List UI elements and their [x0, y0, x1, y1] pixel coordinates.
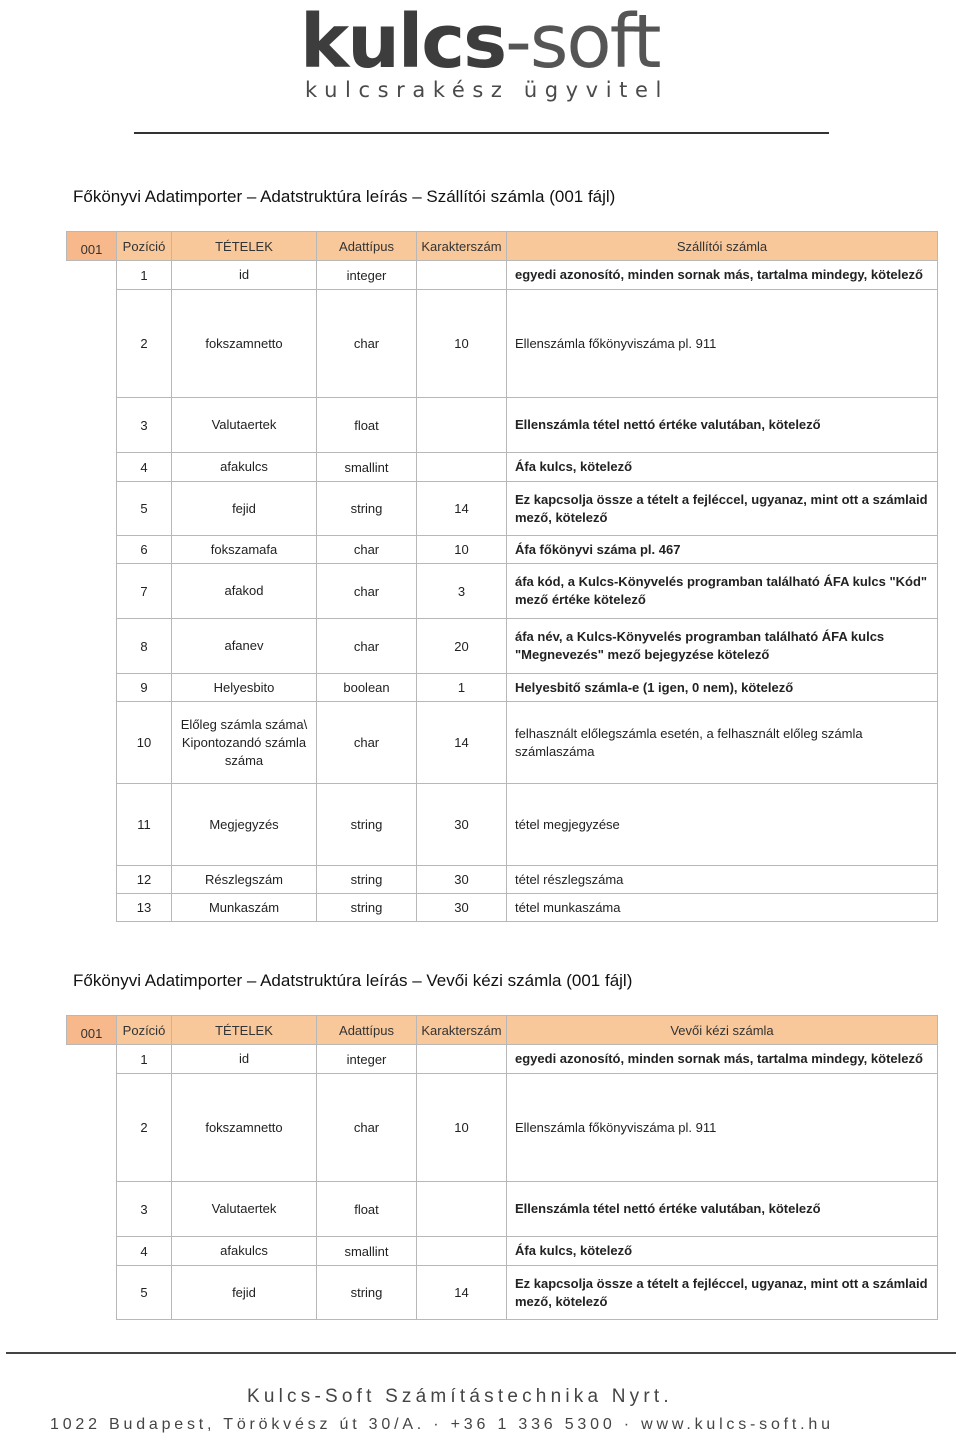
row-spacer — [67, 674, 117, 702]
description-cell: Ellenszámla tétel nettó értéke valutában, kötelező — [507, 398, 938, 453]
row-spacer — [67, 1074, 117, 1182]
item-name-cell: afakulcs — [172, 1237, 317, 1266]
table-row — [67, 784, 938, 866]
table-row — [67, 398, 938, 453]
row-spacer — [67, 1266, 117, 1320]
position-cell: 2 — [117, 1074, 172, 1182]
row-spacer — [67, 1237, 117, 1266]
item-name-cell: fejid — [172, 1266, 317, 1320]
table-row — [67, 1045, 938, 1074]
length-cell: 10 — [417, 290, 507, 398]
col-header-length: Karakterszám — [417, 1016, 507, 1045]
description-cell: egyedi azonosító, minden sornak más, tartalma mindegy, kötelező — [507, 1045, 938, 1074]
position-cell: 4 — [117, 1237, 172, 1266]
table-row — [67, 564, 938, 619]
datatype-cell: float — [317, 1182, 417, 1237]
position-cell: 1 — [117, 261, 172, 290]
table-row — [67, 1237, 938, 1266]
length-cell — [417, 453, 507, 482]
table-row — [67, 866, 938, 894]
footer-address: 1022 Budapest, Törökvész út 30/A. · +36 1 336 5300 · www.kulcs-soft.hu — [50, 1416, 834, 1433]
length-cell: 1 — [417, 674, 507, 702]
table-row — [67, 702, 938, 784]
row-spacer — [67, 1045, 117, 1074]
position-cell: 2 — [117, 290, 172, 398]
table-row — [67, 1266, 938, 1320]
length-cell — [417, 261, 507, 290]
length-cell: 3 — [417, 564, 507, 619]
col-header-description: Szállítói számla — [507, 232, 938, 261]
position-cell: 10 — [117, 702, 172, 784]
item-name-cell: Valutaertek — [172, 398, 317, 453]
datatype-cell: char — [317, 290, 417, 398]
item-name-cell: id — [172, 261, 317, 290]
length-cell: 14 — [417, 1266, 507, 1320]
col-header-length: Karakterszám — [417, 232, 507, 261]
row-spacer — [67, 290, 117, 398]
row-spacer — [67, 453, 117, 482]
row-spacer — [67, 619, 117, 674]
datatype-cell: smallint — [317, 453, 417, 482]
datatype-cell: integer — [317, 1045, 417, 1074]
col-header-position: Pozíció — [117, 1016, 172, 1045]
length-cell: 30 — [417, 784, 507, 866]
item-name-cell: Részlegszám — [172, 866, 317, 894]
description-cell: egyedi azonosító, minden sornak más, tartalma mindegy, kötelező — [507, 261, 938, 290]
file-code-cell: 001 — [67, 1016, 117, 1045]
datatype-cell: string — [317, 866, 417, 894]
item-name-cell: Munkaszám — [172, 894, 317, 922]
datatype-cell: char — [317, 619, 417, 674]
length-cell: 30 — [417, 866, 507, 894]
datatype-cell: string — [317, 894, 417, 922]
position-cell: 9 — [117, 674, 172, 702]
logo-wordmark: kulcs-soft — [300, 0, 660, 85]
description-cell: Áfa kulcs, kötelező — [507, 453, 938, 482]
header-row — [67, 1016, 938, 1045]
description-cell: tétel munkaszáma — [507, 894, 938, 922]
table-row — [67, 1074, 938, 1182]
item-name-cell: fejid — [172, 482, 317, 536]
col-header-items: TÉTELEK — [172, 1016, 317, 1045]
datatype-cell: string — [317, 1266, 417, 1320]
item-name-cell: fokszamnetto — [172, 290, 317, 398]
row-spacer — [67, 1182, 117, 1237]
footer-divider — [6, 1352, 956, 1354]
row-spacer — [67, 398, 117, 453]
datatype-cell: char — [317, 702, 417, 784]
description-cell: Helyesbitő számla-e (1 igen, 0 nem), kötelező — [507, 674, 938, 702]
row-spacer — [67, 536, 117, 564]
table-row — [67, 261, 938, 290]
row-spacer — [67, 894, 117, 922]
length-cell — [417, 1182, 507, 1237]
datatype-cell: string — [317, 482, 417, 536]
header-divider — [134, 132, 829, 134]
supplier-invoice-structure-table — [66, 231, 938, 922]
length-cell — [417, 398, 507, 453]
position-cell: 12 — [117, 866, 172, 894]
table-row — [67, 894, 938, 922]
table-row — [67, 290, 938, 398]
row-spacer — [67, 784, 117, 866]
length-cell: 10 — [417, 536, 507, 564]
length-cell: 14 — [417, 482, 507, 536]
table-row — [67, 674, 938, 702]
length-cell: 20 — [417, 619, 507, 674]
row-spacer — [67, 866, 117, 894]
col-header-items: TÉTELEK — [172, 232, 317, 261]
position-cell: 7 — [117, 564, 172, 619]
table-row — [67, 482, 938, 536]
length-cell: 14 — [417, 702, 507, 784]
position-cell: 5 — [117, 482, 172, 536]
item-name-cell: Valutaertek — [172, 1182, 317, 1237]
datatype-cell: char — [317, 536, 417, 564]
description-cell: Áfa kulcs, kötelező — [507, 1237, 938, 1266]
length-cell: 10 — [417, 1074, 507, 1182]
description-cell: Ellenszámla főkönyviszáma pl. 911 — [507, 1074, 938, 1182]
position-cell: 11 — [117, 784, 172, 866]
table-row — [67, 536, 938, 564]
table-row — [67, 1182, 938, 1237]
description-cell: tétel megjegyzése — [507, 784, 938, 866]
item-name-cell: Megjegyzés — [172, 784, 317, 866]
datatype-cell: string — [317, 784, 417, 866]
company-logo — [0, 0, 960, 110]
datatype-cell: smallint — [317, 1237, 417, 1266]
section-title-customer-manual-invoice: Főkönyvi Adatimporter – Adatstruktúra leírás – Vevői kézi számla (001 fájl) — [73, 971, 633, 990]
position-cell: 4 — [117, 453, 172, 482]
item-name-cell: afakod — [172, 564, 317, 619]
description-cell: áfa kód, a Kulcs-Könyvelés programban található ÁFA kulcs "Kód" mező értéke kötelező — [507, 564, 938, 619]
table-row — [67, 619, 938, 674]
description-cell: Ez kapcsolja össze a tételt a fejléccel, ugyanaz, mint ott a számlaid mező, kötelező — [507, 482, 938, 536]
item-name-cell: fokszamnetto — [172, 1074, 317, 1182]
customer-manual-invoice-structure-table — [66, 1015, 938, 1320]
length-cell — [417, 1045, 507, 1074]
row-spacer — [67, 261, 117, 290]
item-name-cell: fokszamafa — [172, 536, 317, 564]
description-cell: Ez kapcsolja össze a tételt a fejléccel, ugyanaz, mint ott a számlaid mező, kötelező — [507, 1266, 938, 1320]
position-cell: 13 — [117, 894, 172, 922]
datatype-cell: char — [317, 1074, 417, 1182]
item-name-cell: id — [172, 1045, 317, 1074]
description-cell: Áfa főkönyvi száma pl. 467 — [507, 536, 938, 564]
row-spacer — [67, 482, 117, 536]
row-spacer — [67, 702, 117, 784]
item-name-cell: afanev — [172, 619, 317, 674]
col-header-description: Vevői kézi számla — [507, 1016, 938, 1045]
item-name-cell: afakulcs — [172, 453, 317, 482]
position-cell: 5 — [117, 1266, 172, 1320]
file-code-cell: 001 — [67, 232, 117, 261]
table-row — [67, 453, 938, 482]
description-cell: Ellenszámla tétel nettó értéke valutában, kötelező — [507, 1182, 938, 1237]
position-cell: 1 — [117, 1045, 172, 1074]
position-cell: 3 — [117, 398, 172, 453]
position-cell: 8 — [117, 619, 172, 674]
length-cell: 30 — [417, 894, 507, 922]
footer-company-name: Kulcs-Soft Számítástechnika Nyrt. — [247, 1386, 673, 1407]
position-cell: 6 — [117, 536, 172, 564]
description-cell: felhasznált előlegszámla esetén, a felhasznált előleg számla számlaszáma — [507, 702, 938, 784]
description-cell: tétel részlegszáma — [507, 866, 938, 894]
header-row — [67, 232, 938, 261]
col-header-position: Pozíció — [117, 232, 172, 261]
datatype-cell: integer — [317, 261, 417, 290]
item-name-cell: Előleg számla száma\ Kipontozandó számla száma — [172, 702, 317, 784]
logo-tagline: kulcsrakész ügyvitel — [305, 78, 669, 102]
col-header-datatype: Adattípus — [317, 1016, 417, 1045]
col-header-datatype: Adattípus — [317, 232, 417, 261]
description-cell: áfa név, a Kulcs-Könyvelés programban található ÁFA kulcs "Megnevezés" mező bejegyzése kötelező — [507, 619, 938, 674]
description-cell: Ellenszámla főkönyviszáma pl. 911 — [507, 290, 938, 398]
row-spacer — [67, 564, 117, 619]
length-cell — [417, 1237, 507, 1266]
item-name-cell: Helyesbito — [172, 674, 317, 702]
datatype-cell: boolean — [317, 674, 417, 702]
datatype-cell: char — [317, 564, 417, 619]
position-cell: 3 — [117, 1182, 172, 1237]
datatype-cell: float — [317, 398, 417, 453]
section-title-supplier-invoice: Főkönyvi Adatimporter – Adatstruktúra leírás – Szállítói számla (001 fájl) — [73, 187, 616, 206]
